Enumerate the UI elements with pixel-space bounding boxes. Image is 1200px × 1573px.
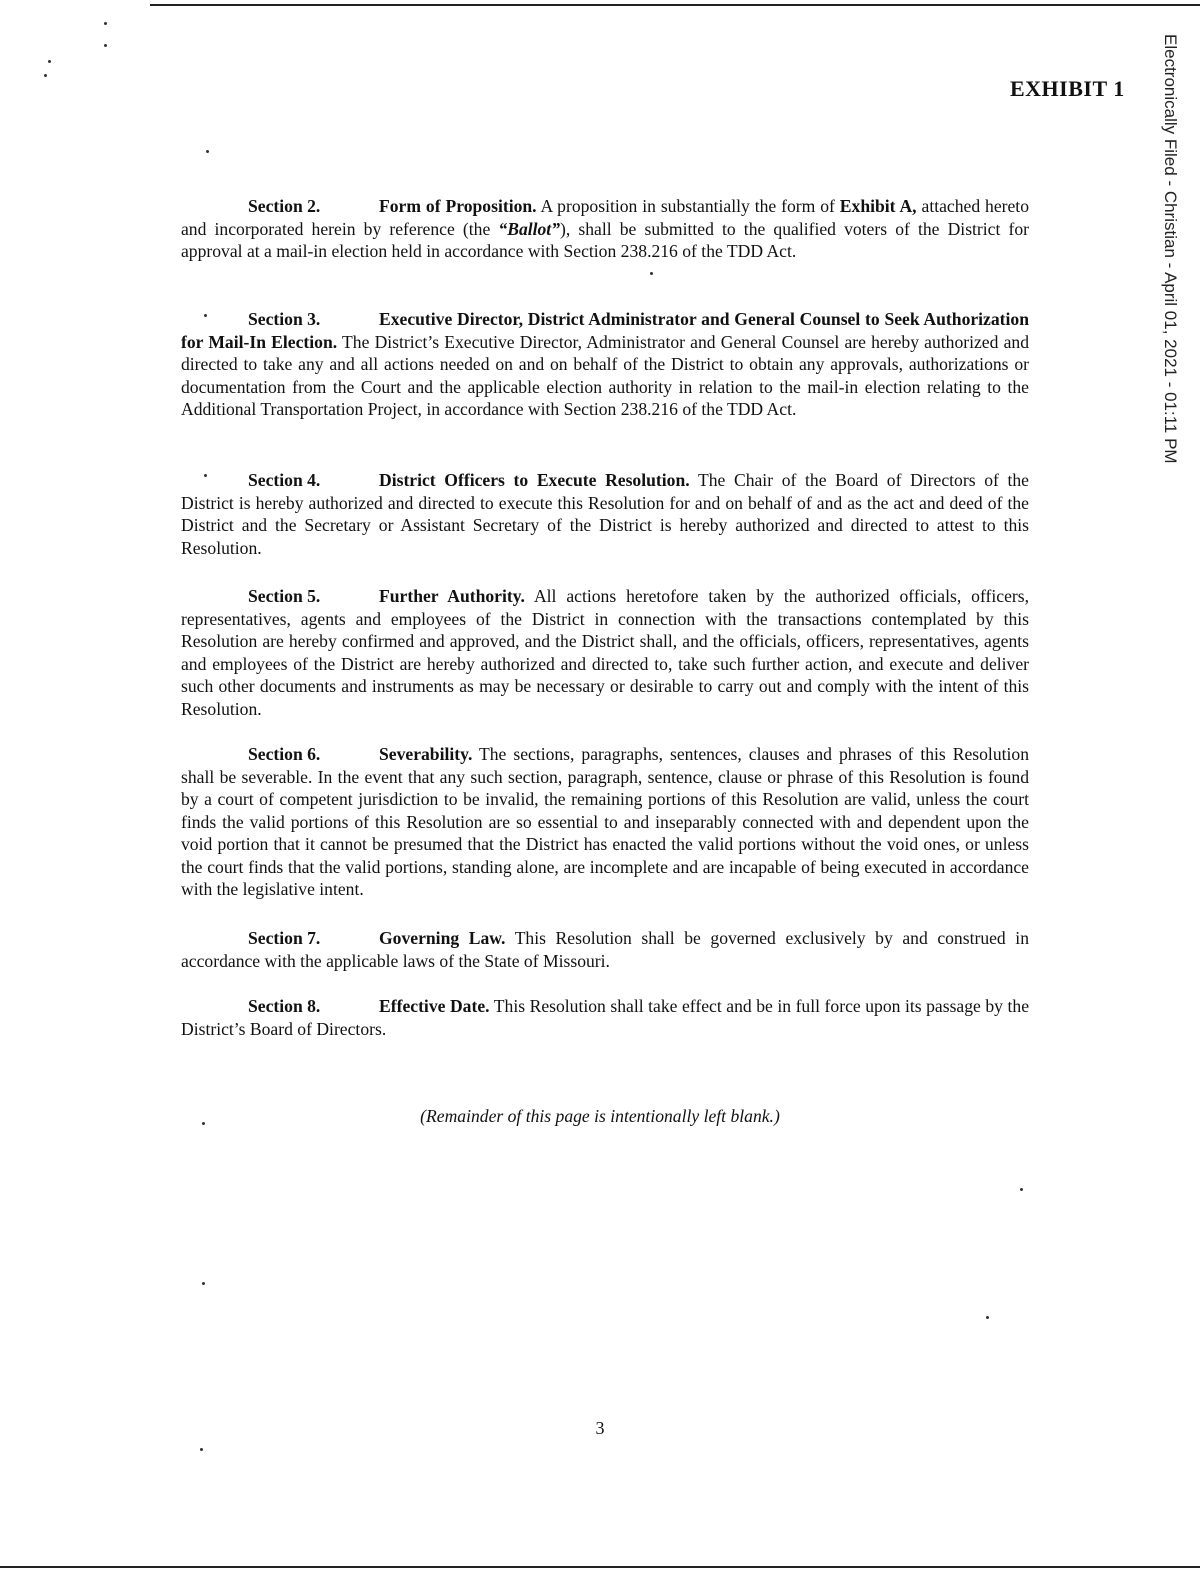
section-6-number: Section 6.: [248, 744, 321, 764]
scan-speck: [202, 1122, 205, 1125]
section-8-text: This Resolution shall take effect and be in full force upon its passage by the District’s Board of Directors.: [181, 996, 1030, 1039]
section-2-paragraph: [181, 195, 1029, 263]
section-6-text: The sections, paragraphs, sentences, clauses and phrases of this Resolution shall be severable. In the event that any such section, paragraph, sentence, clause or phrase of this Resolution is found by a court of competent jurisdiction to be invalid, the remaining portions of this Resolution are valid, unless the court finds the valid portions of this Resolution are so essential to and inseparably connected with and dependent upon the void portion that it cannot be presumed that the District has enacted the valid portions without the void ones, or unless the court finds that the valid portions, standing alone, are incomplete and are incapable of being executed in accordance with the legislative intent.: [181, 744, 1029, 899]
section-7-heading: Governing Law.: [379, 928, 506, 948]
scan-speck: [204, 474, 207, 477]
section-3-number: Section 3.: [248, 309, 321, 329]
section-4-text: The Chair of the Board of Directors of the District is hereby authorized and directed to execute this Resolution for and on behalf of and as the act and deed of the District and the Secretary or Assistant Secretary of the District is hereby authorized and directed to attest to this Resolution.: [181, 470, 1029, 558]
section-5-text: All actions heretofore taken by the authorized officials, officers, representatives, agents and employees of the District in connection with the transactions contemplated by this Resolution are hereby confirmed and approved, and the District shall, and the officials, officers, representatives, agents and employees of the District are hereby authorized and directed to, take such further action, and execute and deliver such other documents and instruments as may be necessary or desirable to carry out and comply with the intent of this Resolution.: [181, 586, 1029, 719]
section-4-number: Section 4.: [248, 470, 321, 490]
section-4-paragraph: [181, 469, 1029, 559]
section-6-heading: Severability.: [379, 744, 473, 764]
resolution-body: [181, 195, 1030, 1039]
section-2-heading: Form of Proposition.: [379, 196, 537, 216]
section-8-heading: Effective Date.: [379, 996, 490, 1016]
scan-speck: [48, 60, 51, 63]
section-6-paragraph: [181, 743, 1029, 901]
section-3-paragraph: [181, 308, 1029, 421]
section-4-heading: District Officers to Execute Resolution.: [379, 470, 690, 490]
scan-speck: [202, 1282, 205, 1285]
section-2-text-a: A proposition in substantially the form of: [540, 196, 835, 216]
section-2-exhibit-ref: Exhibit A,: [839, 196, 917, 216]
section-3-heading: Executive Director, District Administrator and General Counsel to Seek Authorization for Mail-In Election.: [181, 309, 1029, 352]
scan-speck: [986, 1316, 989, 1319]
section-2-ballot-ref: “Ballot”: [498, 218, 560, 239]
remainder-blank-note: (Remainder of this page is intentionally left blank.): [420, 1106, 780, 1126]
exhibit-label: EXHIBIT 1: [1010, 76, 1125, 101]
bottom-scan-edge-line: [0, 1566, 1200, 1568]
scan-speck: [204, 314, 207, 317]
section-3-text: The District’s Executive Director, Administrator and General Counsel are hereby authorized and directed to take any and all actions needed on and on behalf of the District to obtain any approvals, authorizations or documentation from the Court and the applicable election authority in relation to the mail-in election relating to the Additional Transportation Project, in accordance with Section 238.216 of the TDD Act.: [181, 331, 1029, 419]
section-7-paragraph: [181, 927, 1029, 972]
scan-speck: [650, 272, 653, 275]
scan-speck: [1020, 1188, 1023, 1191]
scan-speck: [104, 44, 107, 47]
scan-speck: [44, 74, 47, 77]
scan-speck: [206, 150, 209, 153]
section-5-paragraph: [181, 585, 1029, 720]
section-2-text-c: ), shall be submitted to the qualified voters of the District for approval at a mail-in election held in accordance with Section 238.216 of the TDD Act.: [181, 218, 1030, 261]
top-scan-edge-line: [150, 4, 1200, 6]
section-2-number: Section 2.: [248, 196, 321, 216]
section-5-number: Section 5.: [248, 586, 321, 606]
section-5-heading: Further Authority.: [379, 586, 525, 606]
section-7-text: This Resolution shall be governed exclusively by and construed in accordance with the applicable laws of the State of Missouri.: [181, 928, 1029, 971]
section-8-number: Section 8.: [248, 996, 321, 1016]
section-8-paragraph: [181, 995, 1029, 1040]
electronic-filing-stamp: Electronically Filed - Christian - April 01, 2021 - 01:11 PM: [1161, 34, 1180, 464]
scan-speck: [200, 1448, 203, 1451]
section-7-number: Section 7.: [248, 928, 321, 948]
section-2-text-b: attached hereto and incorporated herein by reference (the: [181, 196, 1029, 239]
page-number: 3: [595, 1418, 605, 1438]
scan-speck: [104, 22, 107, 25]
